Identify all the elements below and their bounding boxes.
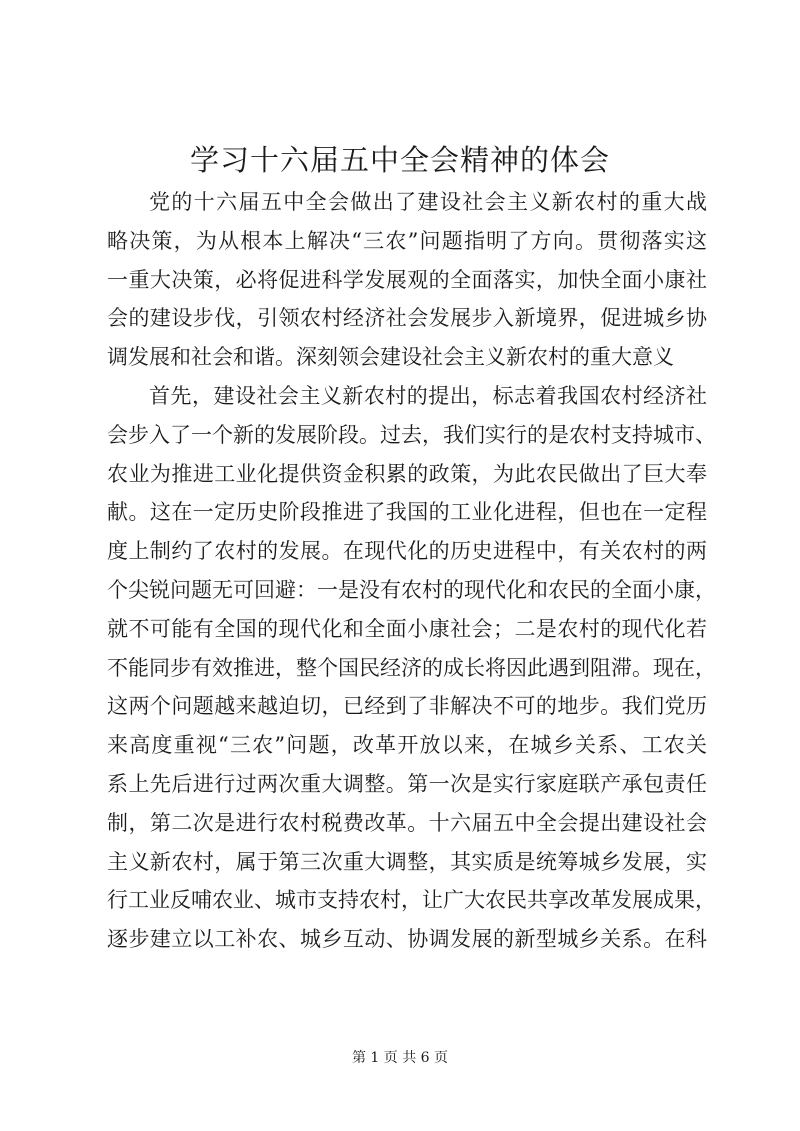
text-line: 制，第二次是进行农村税费改革。十六届五中全会提出建设社会 [107,810,707,835]
text-line: 主义新农村，属于第三次重大调整，其实质是统筹城乡发展，实 [107,849,707,874]
text-line: 会的建设步伐，引领农村经济社会发展步入新境界，促进城乡协 [107,306,707,331]
text-line: 首先，建设社会主义新农村的提出，标志着我国农村经济社 [149,383,707,408]
text-line: 这两个问题越来越迫切，已经到了非解决不可的地步。我们党历 [107,694,707,719]
text-line: 不能同步有效推进，整个国民经济的成长将因此遇到阻滞。现在， [107,655,716,680]
text-line: 个尖锐问题无可回避：一是没有农村的现代化和农民的全面小康， [107,577,716,602]
text-line: 行工业反哺农业、城市支持农村，让广大农民共享改革发展成果， [107,888,716,913]
text-line: 献。这在一定历史阶段推进了我国的工业化进程，但也在一定程 [107,500,707,525]
text-line: 调发展和社会和谐。深刻领会建设社会主义新农村的重大意义 [107,345,674,370]
text-line: 党的十六届五中全会做出了建设社会主义新农村的重大战 [149,190,707,214]
text-line: 就不可能有全国的现代化和全面小康社会；二是农村的现代化若 [107,616,707,641]
page-number-footer: 第 1 页 共 6 页 [351,1050,449,1066]
text-line: 略决策，为从根本上解决“三农”问题指明了方向。贯彻落实这 [107,228,707,253]
text-line: 会步入了一个新的发展阶段。过去，我们实行的是农村支持城市、 [107,422,716,447]
text-line: 逐步建立以工补农、城乡互动、协调发展的新型城乡关系。在科 [107,927,707,952]
document-body [107,183,716,959]
text-line: 来高度重视“三农”问题，改革开放以来，在城乡关系、工农关 [107,733,707,758]
document-title: 学习十六届五中全会精神的体会 [189,143,610,177]
text-line: 系上先后进行过两次重大调整。第一次是实行家庭联产承包责任 [107,771,707,796]
text-line: 农业为推进工业化提供资金积累的政策，为此农民做出了巨大奉 [107,461,707,486]
text-line: 度上制约了农村的发展。在现代化的历史进程中，有关农村的两 [107,539,707,564]
text-line: 一重大决策，必将促进科学发展观的全面落实，加快全面小康社 [107,267,707,292]
